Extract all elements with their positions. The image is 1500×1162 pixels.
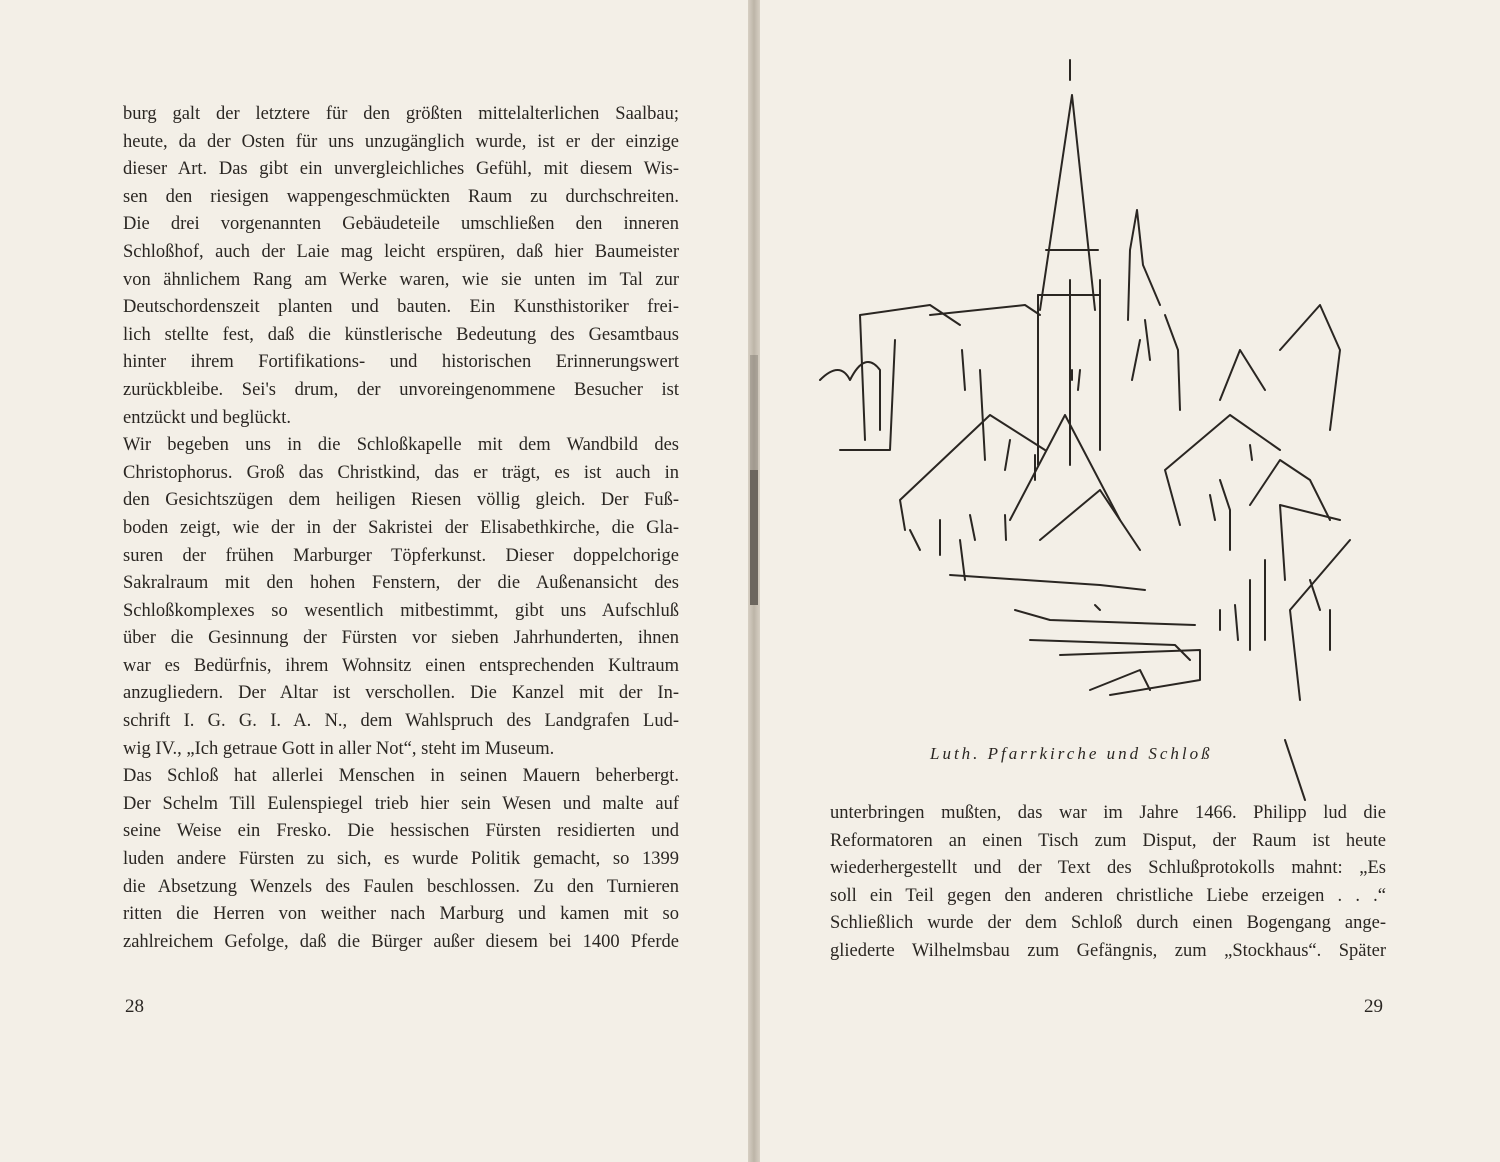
- text-line: lich stellte fest, daß die künstlerische Bedeutung des Gesamtbaus: [123, 324, 679, 345]
- text-line: dieser Art. Das gibt ein unvergleichliches Gefühl, mit diesem Wis-: [123, 159, 679, 180]
- illustration-caption: Luth. Pfarrkirche und Schloß: [930, 744, 1213, 763]
- text-line: boden zeigt, wie der in der Sakristei der Elisabethkirche, die Gla-: [123, 517, 679, 538]
- right-body-text: [830, 800, 1386, 966]
- text-line: Reformatoren an einen Tisch zum Disput, der Raum ist heute: [830, 830, 1386, 851]
- text-line: Schloßhof, auch der Laie mag leicht erspüren, daß hier Baumeister: [123, 241, 679, 262]
- page-number: 28: [125, 996, 144, 1017]
- text-line: Schloßkomplexes so wesentlich mitbestimmt, gibt uns Aufschluß: [123, 600, 679, 621]
- text-line: heute, da der Osten für uns unzugänglich wurde, ist er der einzige: [123, 131, 679, 152]
- text-line: wig IV., „Ich getraue Gott in aller Not“, steht im Museum.: [123, 738, 555, 759]
- text-line: suren der frühen Marburger Töpferkunst. Dieser doppelchorige: [123, 545, 679, 566]
- text-line: Deutschordenszeit planten und bauten. Ein Kunsthistoriker frei-: [123, 297, 679, 318]
- text-line: zahlreichem Gefolge, daß die Bürger außer diesem bei 1400 Pferde: [123, 931, 679, 952]
- right-page: [760, 0, 1500, 1162]
- text-line: hinter ihrem Fortifikations- und historischen Erinnerungswert: [123, 352, 679, 373]
- text-line: ritten die Herren von weither nach Marburg und kamen mit so: [123, 904, 679, 925]
- text-line: Das Schloß hat allerlei Menschen in seinen Mauern beherbergt.: [123, 766, 679, 787]
- text-line: Die drei vorgenannten Gebäudeteile umschließen den inneren: [123, 214, 679, 235]
- text-line: soll ein Teil gegen den anderen christliche Liebe erzeigen . . .“: [830, 885, 1386, 906]
- text-line: entzückt und beglückt.: [123, 407, 291, 428]
- left-page: [0, 0, 748, 1162]
- book-gutter: [748, 0, 760, 1162]
- text-line: zurückbleibe. Sei's drum, der unvoreingenommene Besucher ist: [123, 379, 679, 400]
- text-line: anzugliedern. Der Altar ist verschollen. Die Kanzel mit der In-: [123, 683, 679, 704]
- text-line: sen den riesigen wappengeschmückten Raum zu durchschreiten.: [123, 186, 679, 207]
- text-line: unterbringen mußten, das war im Jahre 1466. Philipp lud die: [830, 803, 1386, 823]
- text-line: schrift I. G. G. I. A. N., dem Wahlspruch des Landgrafen Lud-: [123, 711, 679, 732]
- left-body-text: [123, 101, 679, 956]
- text-line: von ähnlichem Rang am Werke waren, wie sie unten im Tal zur: [123, 269, 679, 290]
- text-line: Der Schelm Till Eulenspiegel trieb hier sein Wesen und malte auf: [123, 793, 679, 814]
- text-line: wiederhergestellt und der Text des Schlußprotokolls mahnt: „Es: [830, 858, 1386, 879]
- text-line: luden andere Fürsten zu sich, es wurde Politik gemacht, so 1399: [123, 849, 679, 870]
- text-line: burg galt der letztere für den größten mittelalterlichen Saalbau;: [123, 104, 679, 124]
- text-line: die Absetzung Wenzels des Faulen beschlossen. Zu den Turnieren: [123, 876, 679, 897]
- gutter-binding: [750, 470, 758, 605]
- text-line: seine Weise ein Fresko. Die hessischen Fürsten residierten und: [123, 821, 679, 842]
- text-line: Sakralraum mit den hohen Fenstern, der die Außenansicht des: [123, 573, 679, 594]
- text-line: den Gesichtszügen dem heiligen Riesen völlig gleich. Der Fuß-: [123, 490, 679, 511]
- text-line: Schließlich wurde der dem Schloß durch einen Bogengang ange-: [830, 913, 1386, 934]
- text-line: war es Bedürfnis, ihrem Wohnsitz einen entsprechenden Kultraum: [123, 655, 679, 676]
- town-sketch-illustration: [810, 50, 1410, 810]
- text-line: Wir begeben uns in die Schloßkapelle mit dem Wandbild des: [123, 435, 679, 456]
- text-line: gliederte Wilhelmsbau zum Gefängnis, zum „Stockhaus“. Später: [830, 940, 1386, 961]
- text-line: über die Gesinnung der Fürsten vor sieben Jahrhunderten, ihnen: [123, 628, 679, 649]
- text-line: Christophorus. Groß das Christkind, das er trägt, es ist auch in: [123, 462, 679, 483]
- page-number: 29: [1364, 996, 1383, 1017]
